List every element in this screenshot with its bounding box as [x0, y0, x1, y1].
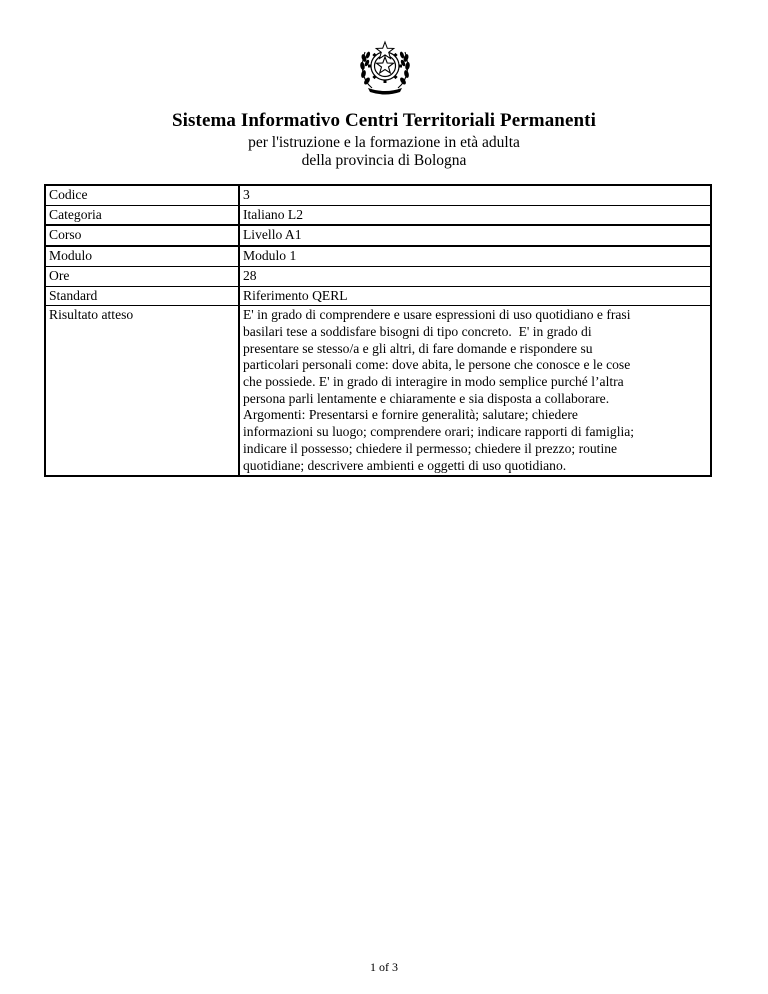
text-line: indicare il possesso; chiedere il permesso; chiedere il prezzo; routine — [243, 440, 618, 456]
text-line: basilari tese a soddisfare bisogni di tipo concreto. E' in grado di — [243, 323, 592, 339]
row-label: Codice — [45, 185, 239, 205]
page-number: 1 of 3 — [370, 960, 398, 974]
text-line: Argomenti: Presentarsi e fornire generalità; salutare; chiedere — [243, 407, 578, 423]
table-row — [45, 246, 711, 266]
row-value: Riferimento QERL — [239, 286, 711, 306]
table-row — [45, 266, 711, 286]
text-line: persona parli lentamente e chiaramente e sia disposta a collaborare. — [243, 390, 610, 406]
row-label: Risultato atteso — [45, 306, 239, 477]
row-value: Livello A1 — [239, 225, 711, 246]
row-label: Corso — [45, 225, 239, 246]
document-title: Sistema Informativo Centri Territoriali Permanenti — [172, 110, 596, 131]
row-label: Standard — [45, 286, 239, 306]
text-line: informazioni su luogo; comprendere orari; indicare rapporti di famiglia; — [243, 424, 635, 440]
document-subtitle-line-1: per l'istruzione e la formazione in età adulta — [248, 134, 520, 151]
table-row — [45, 205, 711, 225]
italian-republic-emblem-icon — [356, 38, 414, 96]
row-value: Italiano L2 — [239, 205, 711, 225]
table-row — [45, 286, 711, 306]
text-line: quotidiane; descrivere ambienti e oggetti di uso quotidiano. — [243, 457, 567, 473]
table-row — [45, 185, 711, 205]
row-value: 3 — [239, 185, 711, 205]
text-line: particolari personali come: dove abita, le persone che conosce e le cose — [243, 357, 631, 373]
text-line: presentare se stesso/a e gli altri, di fare domande e rispondere su — [243, 340, 593, 356]
table-row — [45, 306, 711, 477]
row-label: Ore — [45, 266, 239, 286]
row-value: Modulo 1 — [239, 246, 711, 266]
row-label: Categoria — [45, 205, 239, 225]
row-value: 28 — [239, 266, 711, 286]
row-label: Modulo — [45, 246, 239, 266]
document-subtitle-line-2: della provincia di Bologna — [301, 152, 467, 169]
course-info-table — [44, 184, 712, 477]
text-line: che possiede. E' in grado di interagire in modo semplice purché l’altra — [243, 374, 624, 390]
expected-result-text — [239, 306, 711, 477]
text-line: E' in grado di comprendere e usare espressioni di uso quotidiano e frasi — [243, 307, 631, 323]
table-row — [45, 225, 711, 246]
